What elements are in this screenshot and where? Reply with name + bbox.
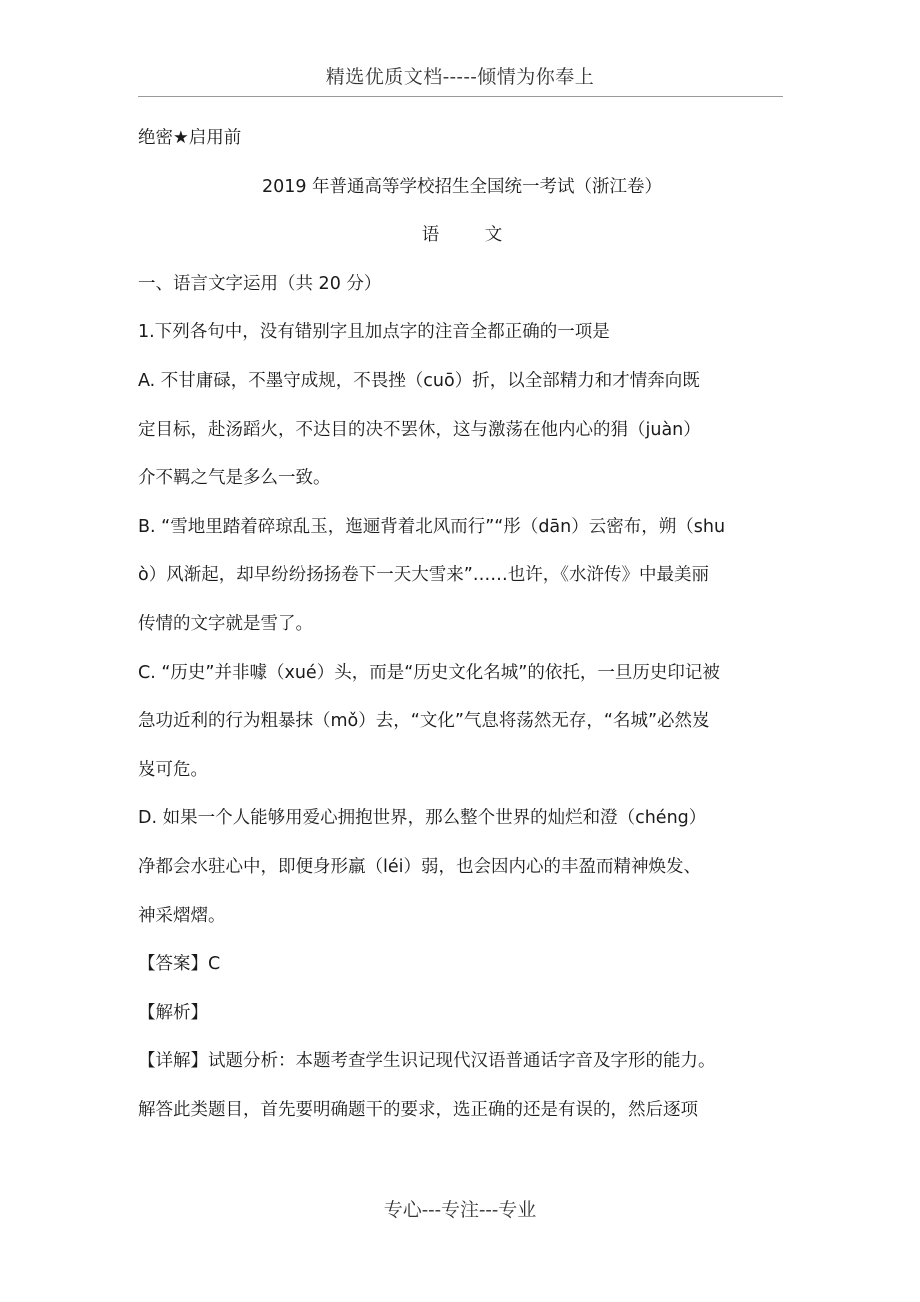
page-header: 精选优质文档-----倾情为你奉上: [325, 66, 595, 88]
detail-line-2: 解答此类题目，首先要明确题干的要求，选正确的还是有误的，然后逐项: [138, 1099, 698, 1120]
option-a-line-1: A. 不甘庸碌，不墨守成规，不畏挫（cuō）折，以全部精力和才情奔向既: [138, 370, 700, 391]
question-stem: 1.下列各句中，没有错别字且加点字的注音全都正确的一项是: [138, 322, 610, 343]
option-b-line-1: B. “雪地里踏着碎琼乱玉，迤逦背着北风而行”“彤（dān）云密布，朔（shu: [138, 516, 726, 537]
option-a-line-3: 介不羁之气是多么一致。: [138, 468, 331, 489]
option-c-line-2: 急功近利的行为粗暴抹（mǒ）去，“文化”气息将荡然无存，“名城”必然岌: [138, 711, 710, 732]
option-b-line-3: 传情的文字就是雪了。: [138, 613, 313, 634]
option-c-line-3: 岌可危。: [138, 759, 208, 780]
header-divider: [138, 96, 783, 97]
analysis-label: 【解析】: [138, 1002, 208, 1023]
page-footer: 专心---专注---专业: [383, 1199, 537, 1221]
option-d-line-3: 神采熠熠。: [138, 905, 226, 926]
option-a-line-2: 定目标，赴汤蹈火，不达目的决不罢休，这与激荡在他内心的狷（juàn）: [138, 419, 701, 440]
document-body: [138, 118, 786, 1138]
option-d-line-2: 净都会水驻心中，即便身形羸（léi）弱，也会因内心的丰盈而精神焕发、: [138, 856, 701, 877]
exam-title: 2019 年普通高等学校招生全国统一考试（浙江卷）: [261, 176, 663, 197]
subject-title: 语 文: [421, 225, 523, 246]
option-d-line-1: D. 如果一个人能够用爱心拥抱世界，那么整个世界的灿烂和澄（chéng）: [138, 808, 707, 829]
section-heading: 一、语言文字运用（共 20 分）: [138, 273, 382, 294]
confidential-mark: 绝密★启用前: [138, 128, 242, 148]
detail-line-1: 【详解】试题分析：本题考查学生识记现代汉语普通话字音及字形的能力。: [138, 1051, 716, 1072]
option-c-line-1: C. “历史”并非噱（xué）头，而是“历史文化名城”的依托，一旦历史印记被: [138, 662, 720, 683]
answer-line: 【答案】C: [138, 954, 221, 975]
option-b-line-2: ò）风渐起，却早纷纷扬扬卷下一天大雪来”……也许，《水浒传》中最美丽: [138, 565, 710, 586]
